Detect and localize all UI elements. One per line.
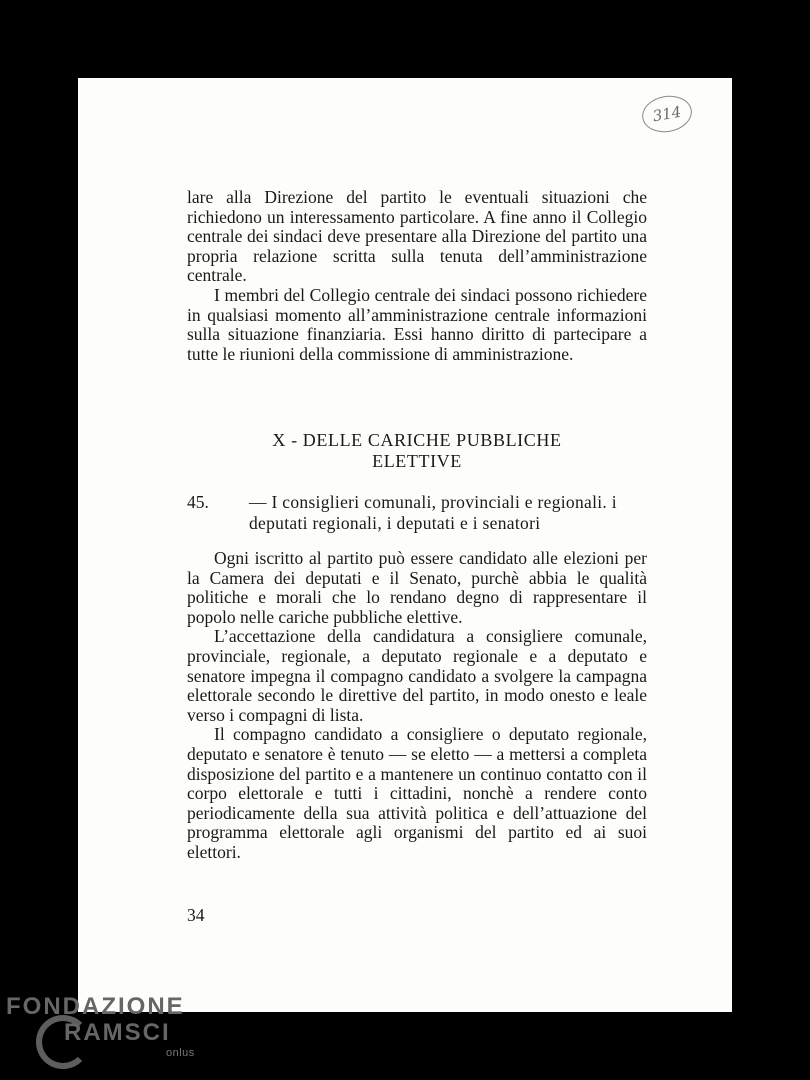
- body-text-article: [187, 549, 647, 863]
- article-heading: [187, 492, 647, 534]
- page-number: 34: [187, 905, 205, 925]
- watermark-line-2: RAMSCI: [64, 1019, 171, 1046]
- body-text-top: [187, 188, 647, 364]
- paragraph: I membri del Collegio centrale dei sindaci possono richiedere in qualsiasi momento all’amministrazione centrale informazioni sulla situazione finanziaria. Essi hanno diritto di partecipare a tutte le riunioni della commissione di amministrazione.: [187, 284, 647, 364]
- paragraph: Il compagno candidato a consigliere o deputato regionale, deputato e senatore è tenuto — se eletto — a mettersi a completa disposizione del partito e a mantenere un continuo contatto con il corpo elettorale e tutti i cittadini, nonchè a rendere conto periodicamente della sua attività politica e dell’attuazione del programma elettorale agli organismi del partito ed ai suoi elettori.: [187, 724, 647, 862]
- paragraph: Ogni iscritto al partito può essere candidato alle elezioni per la Camera dei deputati e il Senato, purchè abbia le qualità politiche e morali che lo rendano degno di rappresentare il popolo nelle cariche pubbliche elettive.: [187, 548, 647, 627]
- paragraph: lare alla Direzione del partito le eventuali situazioni che richiedono un interessamento particolare. A fine anno il Collegio centrale dei sindaci deve presentare alla Direzione del partito una propria relazione scritta sulla tenuta dell’amministrazione centrale.: [187, 187, 647, 286]
- article-number: 45.: [187, 492, 209, 512]
- watermark-logo: [6, 993, 206, 1073]
- section-heading-line-2: ELETTIVE: [372, 451, 462, 471]
- section-heading-line-1: X - DELLE CARICHE PUBBLICHE: [272, 430, 562, 450]
- section-heading: [187, 430, 647, 472]
- watermark-line-1: FONDAZIONE: [6, 993, 185, 1020]
- article-title-line-2: deputati regionali, i deputati e i senatori: [249, 513, 541, 533]
- paragraph: L’accettazione della candidatura a consigliere comunale, provinciale, regionale, a deputato regionale e a deputato e senatore impegna il compagno candidato a svolgere la campagna elettorale secondo le direttive del partito, in modo onesto e leale verso i compagni di lista.: [187, 626, 647, 725]
- handwritten-page-annotation: 314: [639, 92, 694, 136]
- article-title-line-1: — I consiglieri comunali, provinciali e regionali. i: [249, 492, 617, 512]
- watermark-suffix: onlus: [166, 1047, 195, 1059]
